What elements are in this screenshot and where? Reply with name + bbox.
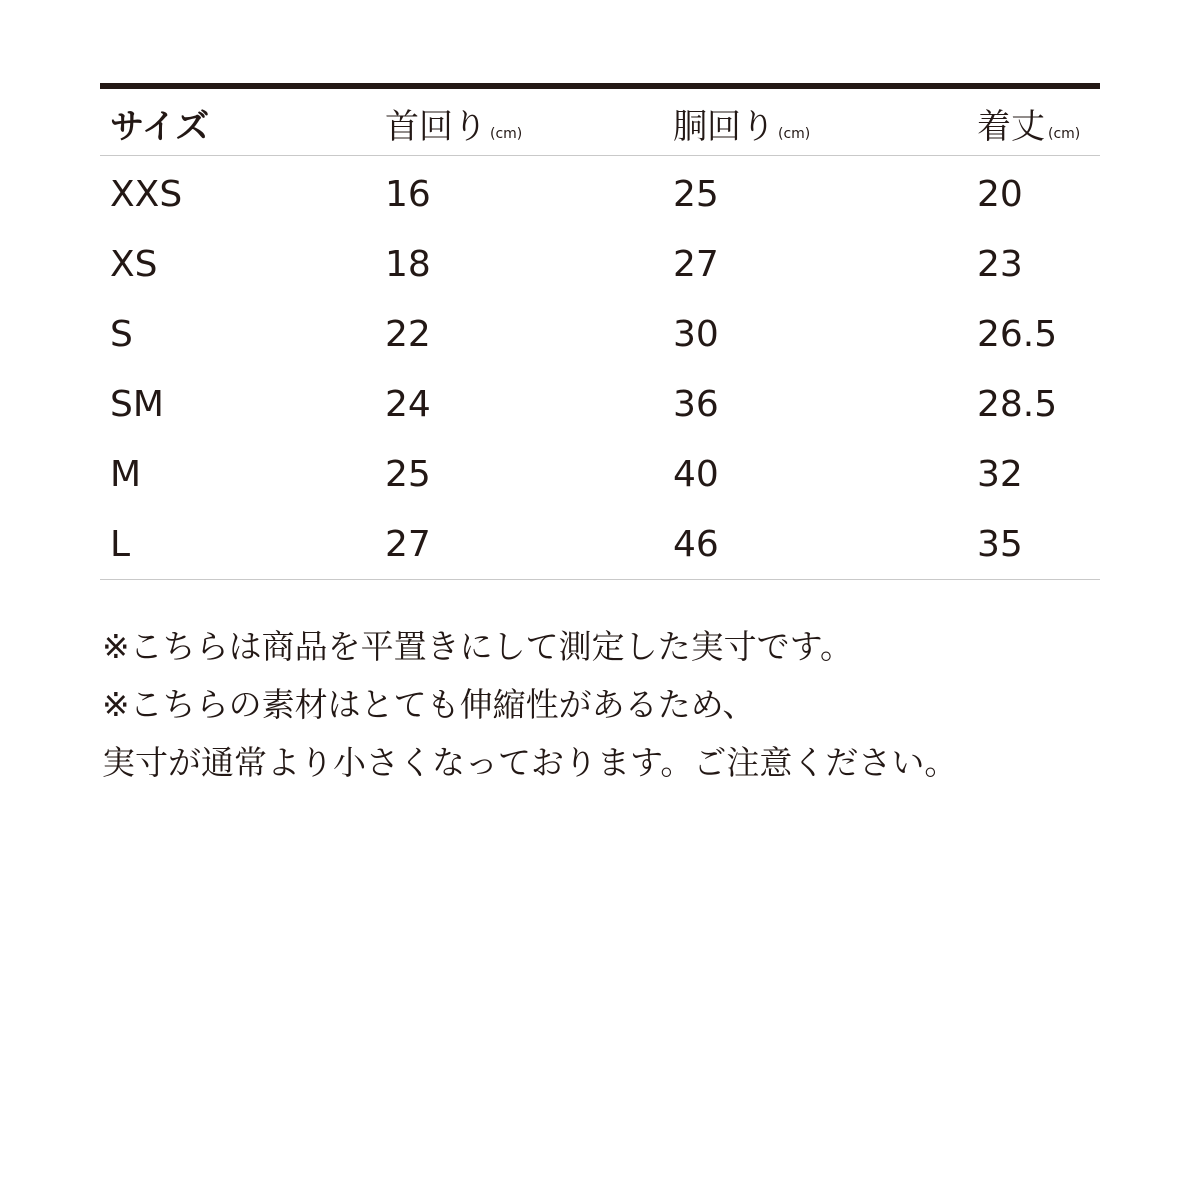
cell-size: S [110,314,133,355]
cell-neck: 16 [385,174,431,215]
size-table [100,83,1100,580]
cell-length: 23 [977,244,1023,285]
cell-chest: 30 [673,314,719,355]
cell-length: 28.5 [977,384,1058,425]
cell-neck: 24 [385,384,431,425]
table-row [100,506,1100,576]
cell-chest: 25 [673,174,719,215]
header-neck [385,107,522,154]
cell-size: XXS [110,174,183,215]
table-row [100,226,1100,296]
cell-size: SM [110,384,164,425]
table-header-row [100,89,1100,156]
cell-neck: 22 [385,314,431,355]
cell-size: L [110,524,131,565]
note-line-flat-measure: ※こちらは商品を平置きにして測定した実寸です。 [102,627,854,666]
note-line-caution: 実寸が通常より小さくなっております。ご注意ください。 [102,743,958,782]
header-neck-unit: (cm) [490,126,523,142]
cell-size: XS [110,244,158,285]
cell-neck: 18 [385,244,431,285]
notes-block [102,618,1102,792]
table-body [100,156,1100,580]
header-length-label: 着丈 [977,107,1045,147]
cell-chest: 36 [673,384,719,425]
cell-neck: 25 [385,454,431,495]
cell-size: M [110,454,142,495]
header-length [977,107,1080,154]
header-size: サイズ [110,107,210,147]
cell-length: 20 [977,174,1023,215]
header-chest-label: 胴回り [673,107,775,147]
cell-neck: 27 [385,524,431,565]
header-chest [673,107,810,154]
cell-chest: 46 [673,524,719,565]
header-length-unit: (cm) [1048,126,1081,142]
table-row [100,366,1100,436]
table-row [100,296,1100,366]
cell-chest: 40 [673,454,719,495]
cell-length: 35 [977,524,1023,565]
cell-chest: 27 [673,244,719,285]
header-chest-unit: (cm) [778,126,811,142]
table-row [100,156,1100,226]
header-neck-label: 首回り [385,107,487,147]
table-row [100,436,1100,506]
cell-length: 32 [977,454,1023,495]
cell-length: 26.5 [977,314,1058,355]
note-line-stretch: ※こちらの素材はとても伸縮性があるため、 [102,685,756,724]
